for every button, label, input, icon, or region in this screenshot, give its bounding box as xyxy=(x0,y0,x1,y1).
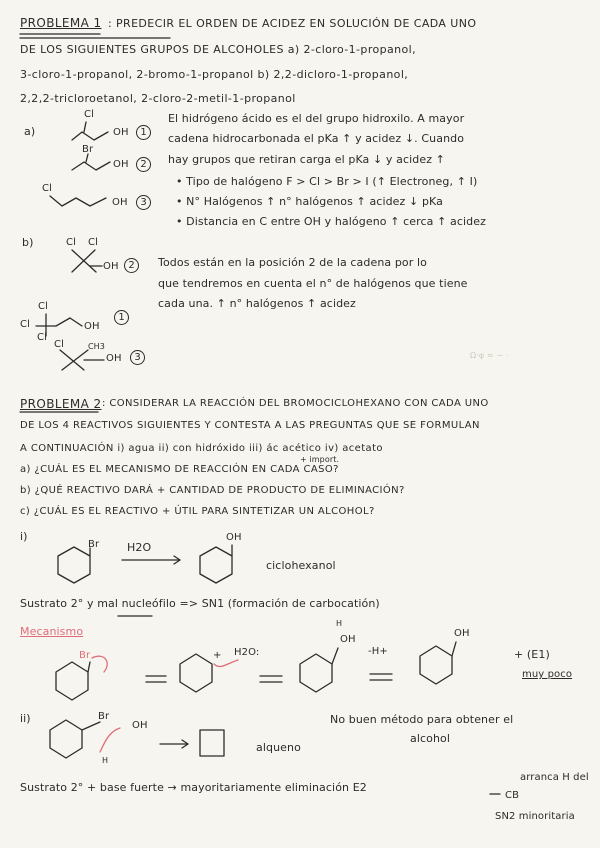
mol-a2-br-label: Br xyxy=(82,144,94,155)
problem2-statement-1: : CONSIDERAR LA REACCIÓN DEL BROMOCICLOHEXANO CON CADA UNO xyxy=(102,398,489,409)
mol-a2-oh-label: OH xyxy=(113,159,129,170)
mech-water: H2O: xyxy=(234,647,260,658)
mol-b2-bond-3 xyxy=(56,318,70,326)
part-ii-h-label: H xyxy=(102,756,109,765)
faint-bleed-text: Ω·φ ≈ ∼ · xyxy=(470,351,509,360)
part-ii-note: Sustrato 2° + base fuerte → mayoritariamente eliminación E2 xyxy=(20,781,367,794)
mech-product-oh: OH xyxy=(454,628,470,639)
rank-b2: 1 xyxy=(114,310,129,325)
ring-ii-substrate xyxy=(50,720,82,758)
mol-b3-bond-1 xyxy=(60,350,84,370)
part-ii-e2-note-2: CB xyxy=(505,790,520,801)
problem2-question-a: a) ¿CUÁL ES EL MECANISMO DE REACCIÓN EN CADA CASO? xyxy=(20,464,339,475)
mol-b3-cl-label: Cl xyxy=(54,339,64,350)
mol-b3-bond-2 xyxy=(62,350,88,370)
mech-ring-product xyxy=(420,646,452,684)
mech-oxonium-bond xyxy=(332,648,338,664)
mol-a1-cl-bond xyxy=(84,122,86,132)
mol-b2-cl-left: Cl xyxy=(20,319,30,330)
mol-a1-oh-label: OH xyxy=(113,127,129,138)
mech-product-oh-bond xyxy=(452,642,456,656)
part-ii-br-label: Br xyxy=(98,711,110,722)
mech-oh-plus-label: OH xyxy=(340,634,356,645)
mech-minus-h: -H+ xyxy=(368,646,388,657)
problem2-import-note: + import. xyxy=(300,455,340,464)
mol-a3-cl-label: Cl xyxy=(42,183,52,194)
problem2-statement-2: DE LOS 4 REACTIVOS SIGUIENTES Y CONTESTA A LAS PREGUNTAS QUE SE FORMULAN xyxy=(20,420,480,431)
mol-a3-chain xyxy=(50,196,106,206)
part-i-note: Sustrato 2° y mal nucleófilo => SN1 (formación de carbocatión) xyxy=(20,597,380,610)
mol-a1-chain xyxy=(72,132,108,140)
mechanism-label: Mecanismo xyxy=(20,625,84,638)
part-a-label: a) xyxy=(24,125,36,138)
problem1-statement-1: : PREDECIR EL ORDEN DE ACIDEZ EN SOLUCIÓN DE CADA UNO xyxy=(108,17,477,30)
mol-a2-chain xyxy=(72,162,110,170)
mech-e1-side: + (E1) xyxy=(514,648,550,661)
mech-ring-oxonium xyxy=(300,654,332,692)
mol-b3-ch3-label: CH3 xyxy=(88,342,105,351)
problem2-title: PROBLEMA 2 xyxy=(20,397,102,411)
part-b-label: b) xyxy=(22,236,34,249)
part-i-oh-label: OH xyxy=(226,532,242,543)
part-i-reagent: H2O xyxy=(127,541,152,554)
mol-a1-cl-label: Cl xyxy=(84,109,94,120)
mech-ring-carbocation xyxy=(180,654,212,692)
problem1-title: PROBLEMA 1 xyxy=(20,16,102,30)
reaction-arrow-ii-head xyxy=(182,740,188,748)
part-ii-oh-label: OH xyxy=(132,720,148,731)
part-b-note-2: que tendremos en cuenta el n° de halógenos que tiene xyxy=(158,277,468,290)
rank-b3: 3 xyxy=(130,350,145,365)
mol-b2-cl-top: Cl xyxy=(38,301,48,312)
problem1-statement-4: 2,2,2-tricloroetanol, 2-cloro-2-metil-1-propanol xyxy=(20,92,296,105)
mech-h-label: H xyxy=(336,619,343,628)
part-i-product: ciclohexanol xyxy=(266,559,336,572)
problem2-question-c: c) ¿CUÁL ES EL REACTIVO + ÚTIL PARA SINTETIZAR UN ALCOHOL? xyxy=(20,506,375,517)
part-ii-sn2-note: SN2 minoritaria xyxy=(495,811,575,822)
part-a-bullet-1: • Tipo de halógeno F > Cl > Br > I (↑ Electroneg, ↑ I) xyxy=(176,175,478,188)
ring-alkene xyxy=(200,730,224,756)
problem2-statement-3: A CONTINUACIÓN i) agua ii) con hidróxido iii) ác acético iv) acetato xyxy=(20,443,383,454)
problem2-question-b: b) ¿QUÉ REACTIVO DARÁ + CANTIDAD DE PRODUCTO DE ELIMINACIÓN? xyxy=(20,485,405,496)
mol-b3-oh-label: OH xyxy=(106,353,122,364)
ring-ii-br-bond xyxy=(82,722,100,730)
reaction-arrow-i-head xyxy=(174,556,180,564)
mol-b1-bond-2 xyxy=(72,250,95,272)
part-b-note-3: cada una. ↑ n° halógenos ↑ acidez xyxy=(158,297,356,310)
part-b-note-1: Todos están en la posición 2 de la cadena por lo xyxy=(158,256,427,269)
part-i-br-label: Br xyxy=(88,539,100,550)
ring-bromocyclohexane xyxy=(58,547,90,583)
part-ii-comment-2: alcohol xyxy=(410,732,451,745)
mol-b1-oh-label: OH xyxy=(103,261,119,272)
part-a-note-3: hay grupos que retiran carga el pKa ↓ y acidez ↑ xyxy=(168,153,446,166)
part-ii-label: ii) xyxy=(20,712,31,725)
rank-b1: 2 xyxy=(124,258,139,273)
part-i-label: i) xyxy=(20,530,28,543)
curly-arrow-3 xyxy=(100,728,120,752)
mech-e1-note: muy poco xyxy=(522,669,573,680)
ring-cyclohexanol xyxy=(200,547,232,583)
part-a-note-2: cadena hidrocarbonada el pKa ↑ y acidez ↓. Cuando xyxy=(168,132,465,145)
mol-a2-br-bond xyxy=(86,154,88,162)
mech-br-label: Br xyxy=(79,650,91,661)
mech-ring-1 xyxy=(56,662,88,700)
rank-a3: 3 xyxy=(136,195,151,210)
mol-b1-bond-1 xyxy=(72,250,96,272)
rank-a1: 1 xyxy=(136,125,151,140)
part-ii-comment-1: No buen método para obtener el xyxy=(330,713,514,726)
mol-b2-bond-4 xyxy=(70,318,82,326)
rank-a2: 2 xyxy=(136,157,151,172)
mol-b2-oh-label: OH xyxy=(84,321,100,332)
part-a-note-1: El hidrógeno ácido es el del grupo hidroxilo. A mayor xyxy=(168,112,465,125)
curly-arrow-1 xyxy=(92,656,107,672)
mech-plus-charge: + xyxy=(213,650,222,661)
problem1-statement-2: DE LOS SIGUIENTES GRUPOS DE ALCOHOLES a) 2-cloro-1-propanol, xyxy=(20,43,417,56)
part-ii-product: alqueno xyxy=(256,741,301,754)
part-ii-e2-note-1: arranca H del xyxy=(520,772,589,783)
mol-b1-cl-left: Cl xyxy=(66,237,76,248)
mol-b1-cl-right: Cl xyxy=(88,237,98,248)
part-a-bullet-3: • Distancia en C entre OH y halógeno ↑ cerca ↑ acidez xyxy=(176,215,486,228)
part-a-bullet-2: • N° Halógenos ↑ n° halógenos ↑ acidez ↓ pKa xyxy=(176,195,443,208)
mech-ring-1-br-bond xyxy=(88,662,90,672)
mol-a3-oh-label: OH xyxy=(112,197,128,208)
problem1-statement-3: 3-cloro-1-propanol, 2-bromo-1-propanol b) 2,2-dicloro-1-propanol, xyxy=(20,68,409,81)
mol-b2-cl-bottom: Cl xyxy=(37,332,47,343)
